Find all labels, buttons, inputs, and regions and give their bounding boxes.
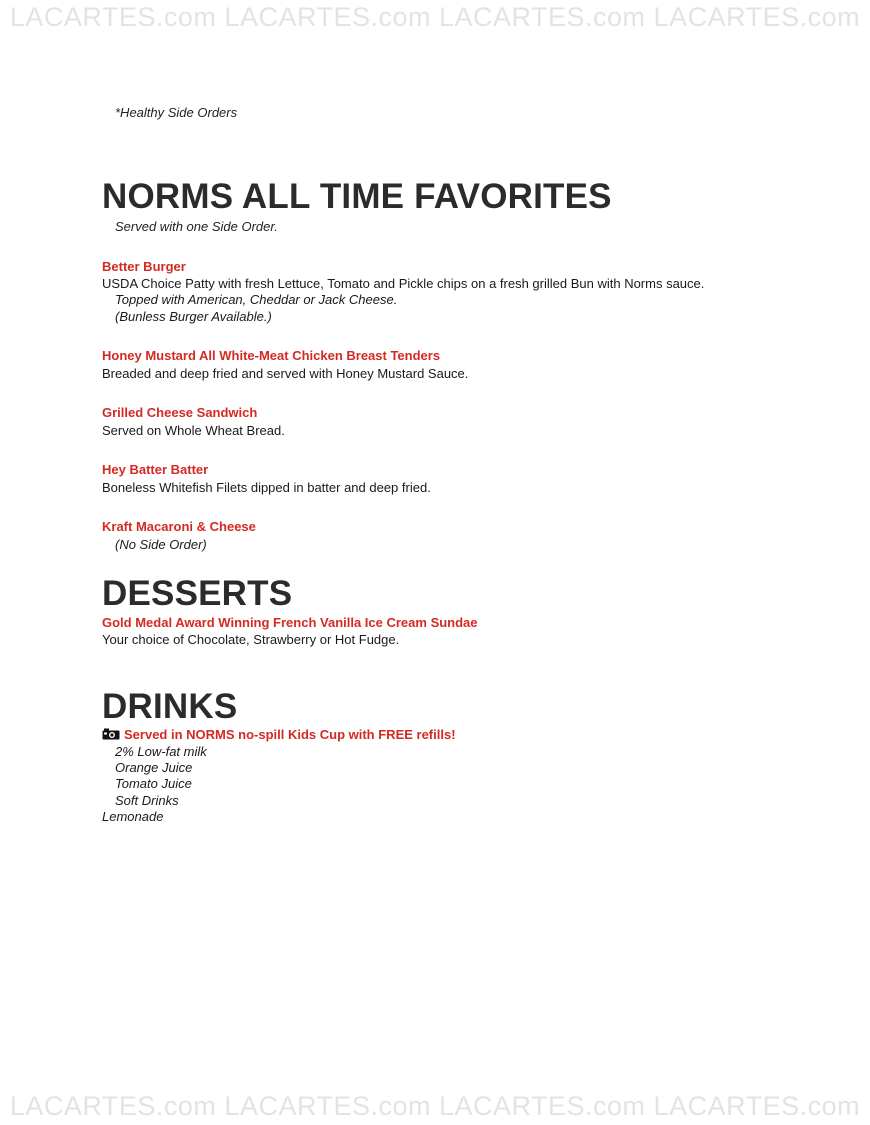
menu-item-description: Boneless Whitefish Filets dipped in batter and deep fried. (102, 480, 431, 495)
drink-item: Soft Drinks (115, 793, 179, 808)
menu-item-name: Grilled Cheese Sandwich (102, 405, 258, 420)
menu-item-description: Breaded and deep fried and served with Honey Mustard Sauce. (102, 366, 469, 381)
menu-item-name: Gold Medal Award Winning French Vanilla Ice Cream Sundae (102, 615, 478, 630)
desserts-heading: DESSERTS (102, 574, 293, 613)
drink-item: Orange Juice (115, 760, 193, 775)
menu-item-note: (No Side Order) (115, 537, 207, 552)
drinks-heading: DRINKS (102, 687, 238, 726)
menu-item-note: (Bunless Burger Available.) (115, 309, 272, 324)
drink-item: Tomato Juice (115, 776, 192, 791)
drink-item: Lemonade (102, 809, 164, 824)
healthy-side-orders-note: *Healthy Side Orders (115, 105, 238, 120)
drink-item: 2% Low-fat milk (115, 744, 207, 759)
drinks-promo-text: Served in NORMS no-spill Kids Cup with FREE refills! (124, 727, 456, 742)
menu-item-name: Hey Batter Batter (102, 462, 209, 477)
menu-item-note: Topped with American, Cheddar or Jack Cheese. (115, 292, 398, 307)
drinks-promo (102, 727, 456, 743)
menu-item-name: Honey Mustard All White-Meat Chicken Breast Tenders (102, 348, 441, 363)
favorites-heading: NORMS ALL TIME FAVORITES (102, 177, 612, 216)
menu-item-name: Better Burger (102, 259, 186, 274)
watermark-top: LACARTES.com LACARTES.com LACARTES.com LACARTES.com (9, 2, 861, 32)
menu-item-description: Served on Whole Wheat Bread. (102, 423, 285, 438)
menu-item-name: Kraft Macaroni & Cheese (102, 519, 256, 534)
menu-item-description: Your choice of Chocolate, Strawberry or Hot Fudge. (102, 632, 400, 647)
watermark-bottom: LACARTES.com LACARTES.com LACARTES.com LACARTES.com (9, 1091, 861, 1121)
favorites-subtitle: Served with one Side Order. (115, 219, 278, 234)
camera-icon (102, 728, 120, 743)
menu-item-description: USDA Choice Patty with fresh Lettuce, Tomato and Pickle chips on a fresh grilled Bun with Norms sauce. (102, 276, 705, 291)
